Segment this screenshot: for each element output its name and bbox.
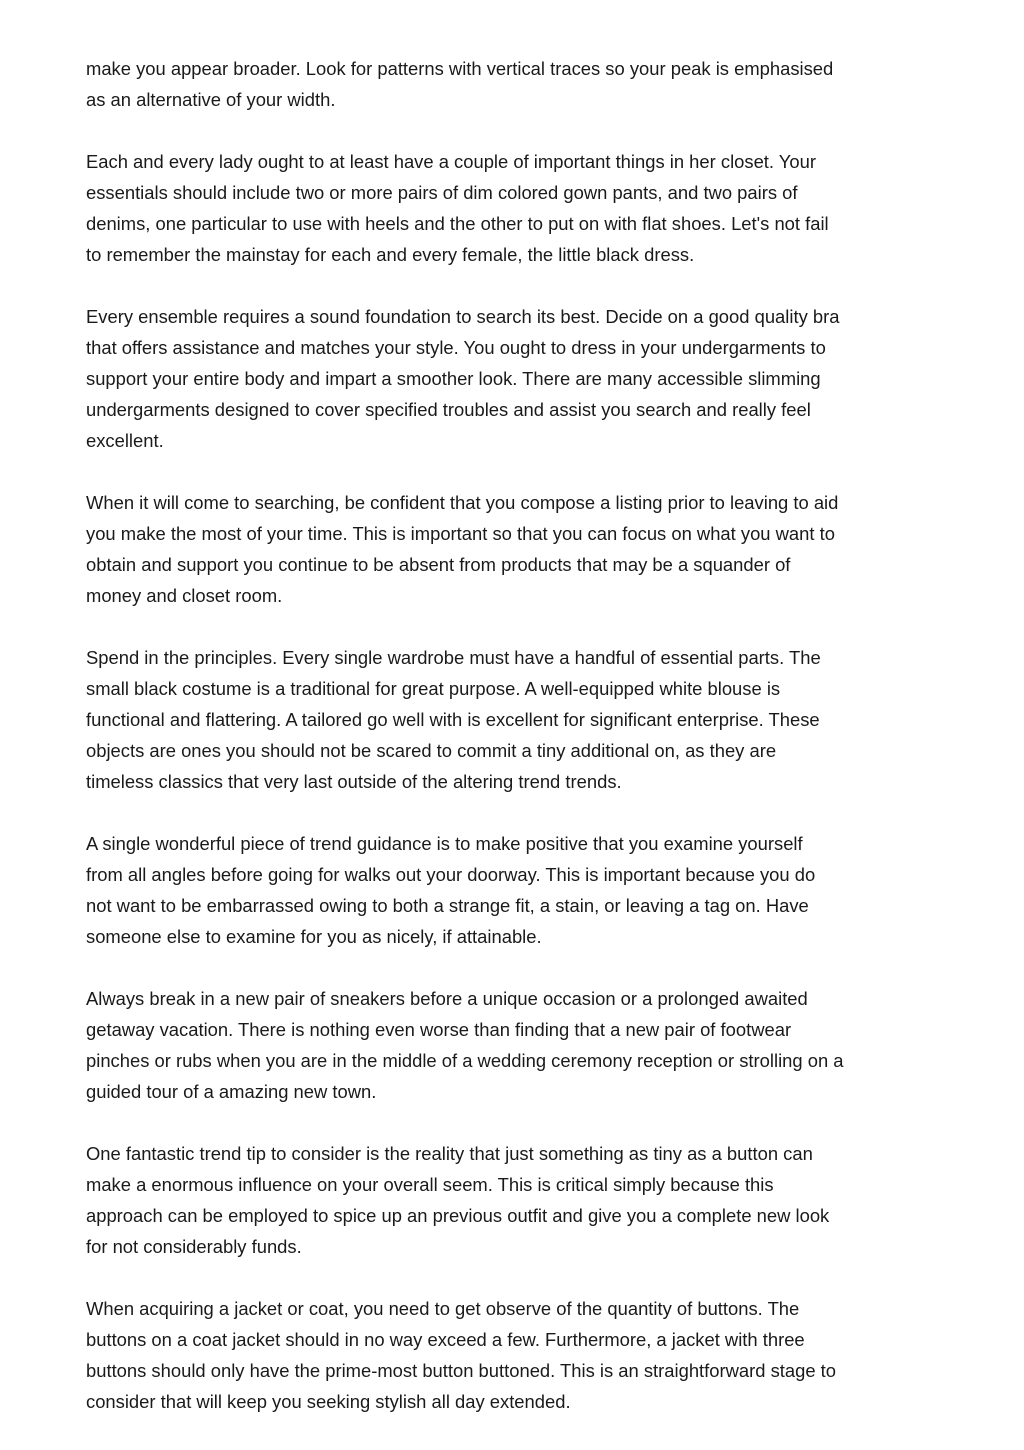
paragraph-3 [86, 301, 946, 456]
paragraph-4 [86, 487, 946, 611]
paragraph-5 [86, 642, 946, 797]
paragraph-7 [86, 983, 946, 1107]
text-line: objects are ones you should not be scared to commit a tiny additional on, as they are [86, 740, 777, 761]
paragraph-2 [86, 146, 946, 270]
text-line: to remember the mainstay for each and every female, the little black dress. [86, 244, 695, 265]
text-line: functional and flattering. A tailored go well with is excellent for significant enterprise. These [86, 709, 820, 730]
text-line: small black costume is a traditional for great purpose. A well-equipped white blouse is [86, 678, 781, 699]
paragraph-9 [86, 1293, 946, 1417]
text-line: Every ensemble requires a sound foundation to search its best. Decide on a good quality bra [86, 306, 840, 327]
text-line: Always break in a new pair of sneakers before a unique occasion or a prolonged awaited [86, 988, 808, 1009]
text-line: undergarments designed to cover specified troubles and assist you search and really feel [86, 399, 811, 420]
text-line: A single wonderful piece of trend guidance is to make positive that you examine yourself [86, 833, 803, 854]
paragraph-8 [86, 1138, 946, 1262]
text-line: consider that will keep you seeking stylish all day extended. [86, 1391, 571, 1412]
paragraph-1 [86, 53, 946, 115]
text-line: denims, one particular to use with heels and the other to put on with flat shoes. Let's not fail [86, 213, 829, 234]
text-line: someone else to examine for you as nicely, if attainable. [86, 926, 542, 947]
text-line: from all angles before going for walks out your doorway. This is important because you do [86, 864, 816, 885]
text-line: obtain and support you continue to be absent from products that may be a squander of [86, 554, 791, 575]
text-line: for not considerably funds. [86, 1236, 302, 1257]
text-line: When it will come to searching, be confident that you compose a listing prior to leaving to aid [86, 492, 839, 513]
text-line: as an alternative of your width. [86, 89, 336, 110]
text-line: essentials should include two or more pairs of dim colored gown pants, and two pairs of [86, 182, 798, 203]
text-line: excellent. [86, 430, 164, 451]
text-line: money and closet room. [86, 585, 283, 606]
text-line: make you appear broader. Look for patterns with vertical traces so your peak is emphasised [86, 58, 834, 79]
text-line: getaway vacation. There is nothing even worse than finding that a new pair of footwear [86, 1019, 792, 1040]
text-line: guided tour of a amazing new town. [86, 1081, 377, 1102]
text-line: Each and every lady ought to at least have a couple of important things in her closet. Your [86, 151, 816, 172]
text-line: When acquiring a jacket or coat, you need to get observe of the quantity of buttons. The [86, 1298, 800, 1319]
document-page [86, 53, 946, 1448]
text-line: buttons should only have the prime-most button buttoned. This is an straightforward stage to [86, 1360, 837, 1381]
text-line: One fantastic trend tip to consider is the reality that just something as tiny as a button can [86, 1143, 813, 1164]
text-line: pinches or rubs when you are in the middle of a wedding ceremony reception or strolling on a [86, 1050, 844, 1071]
text-line: you make the most of your time. This is important so that you can focus on what you want to [86, 523, 835, 544]
paragraph-6 [86, 828, 946, 952]
text-line: approach can be employed to spice up an previous outfit and give you a complete new look [86, 1205, 830, 1226]
text-line: Spend in the principles. Every single wardrobe must have a handful of essential parts. The [86, 647, 821, 668]
text-line: timeless classics that very last outside of the altering trend trends. [86, 771, 622, 792]
text-line: that offers assistance and matches your style. You ought to dress in your undergarments to [86, 337, 826, 358]
text-line: support your entire body and impart a smoother look. There are many accessible slimming [86, 368, 821, 389]
text-line: buttons on a coat jacket should in no way exceed a few. Furthermore, a jacket with three [86, 1329, 805, 1350]
text-line: make a enormous influence on your overall seem. This is critical simply because this [86, 1174, 774, 1195]
text-line: not want to be embarrassed owing to both a strange fit, a stain, or leaving a tag on. Have [86, 895, 809, 916]
